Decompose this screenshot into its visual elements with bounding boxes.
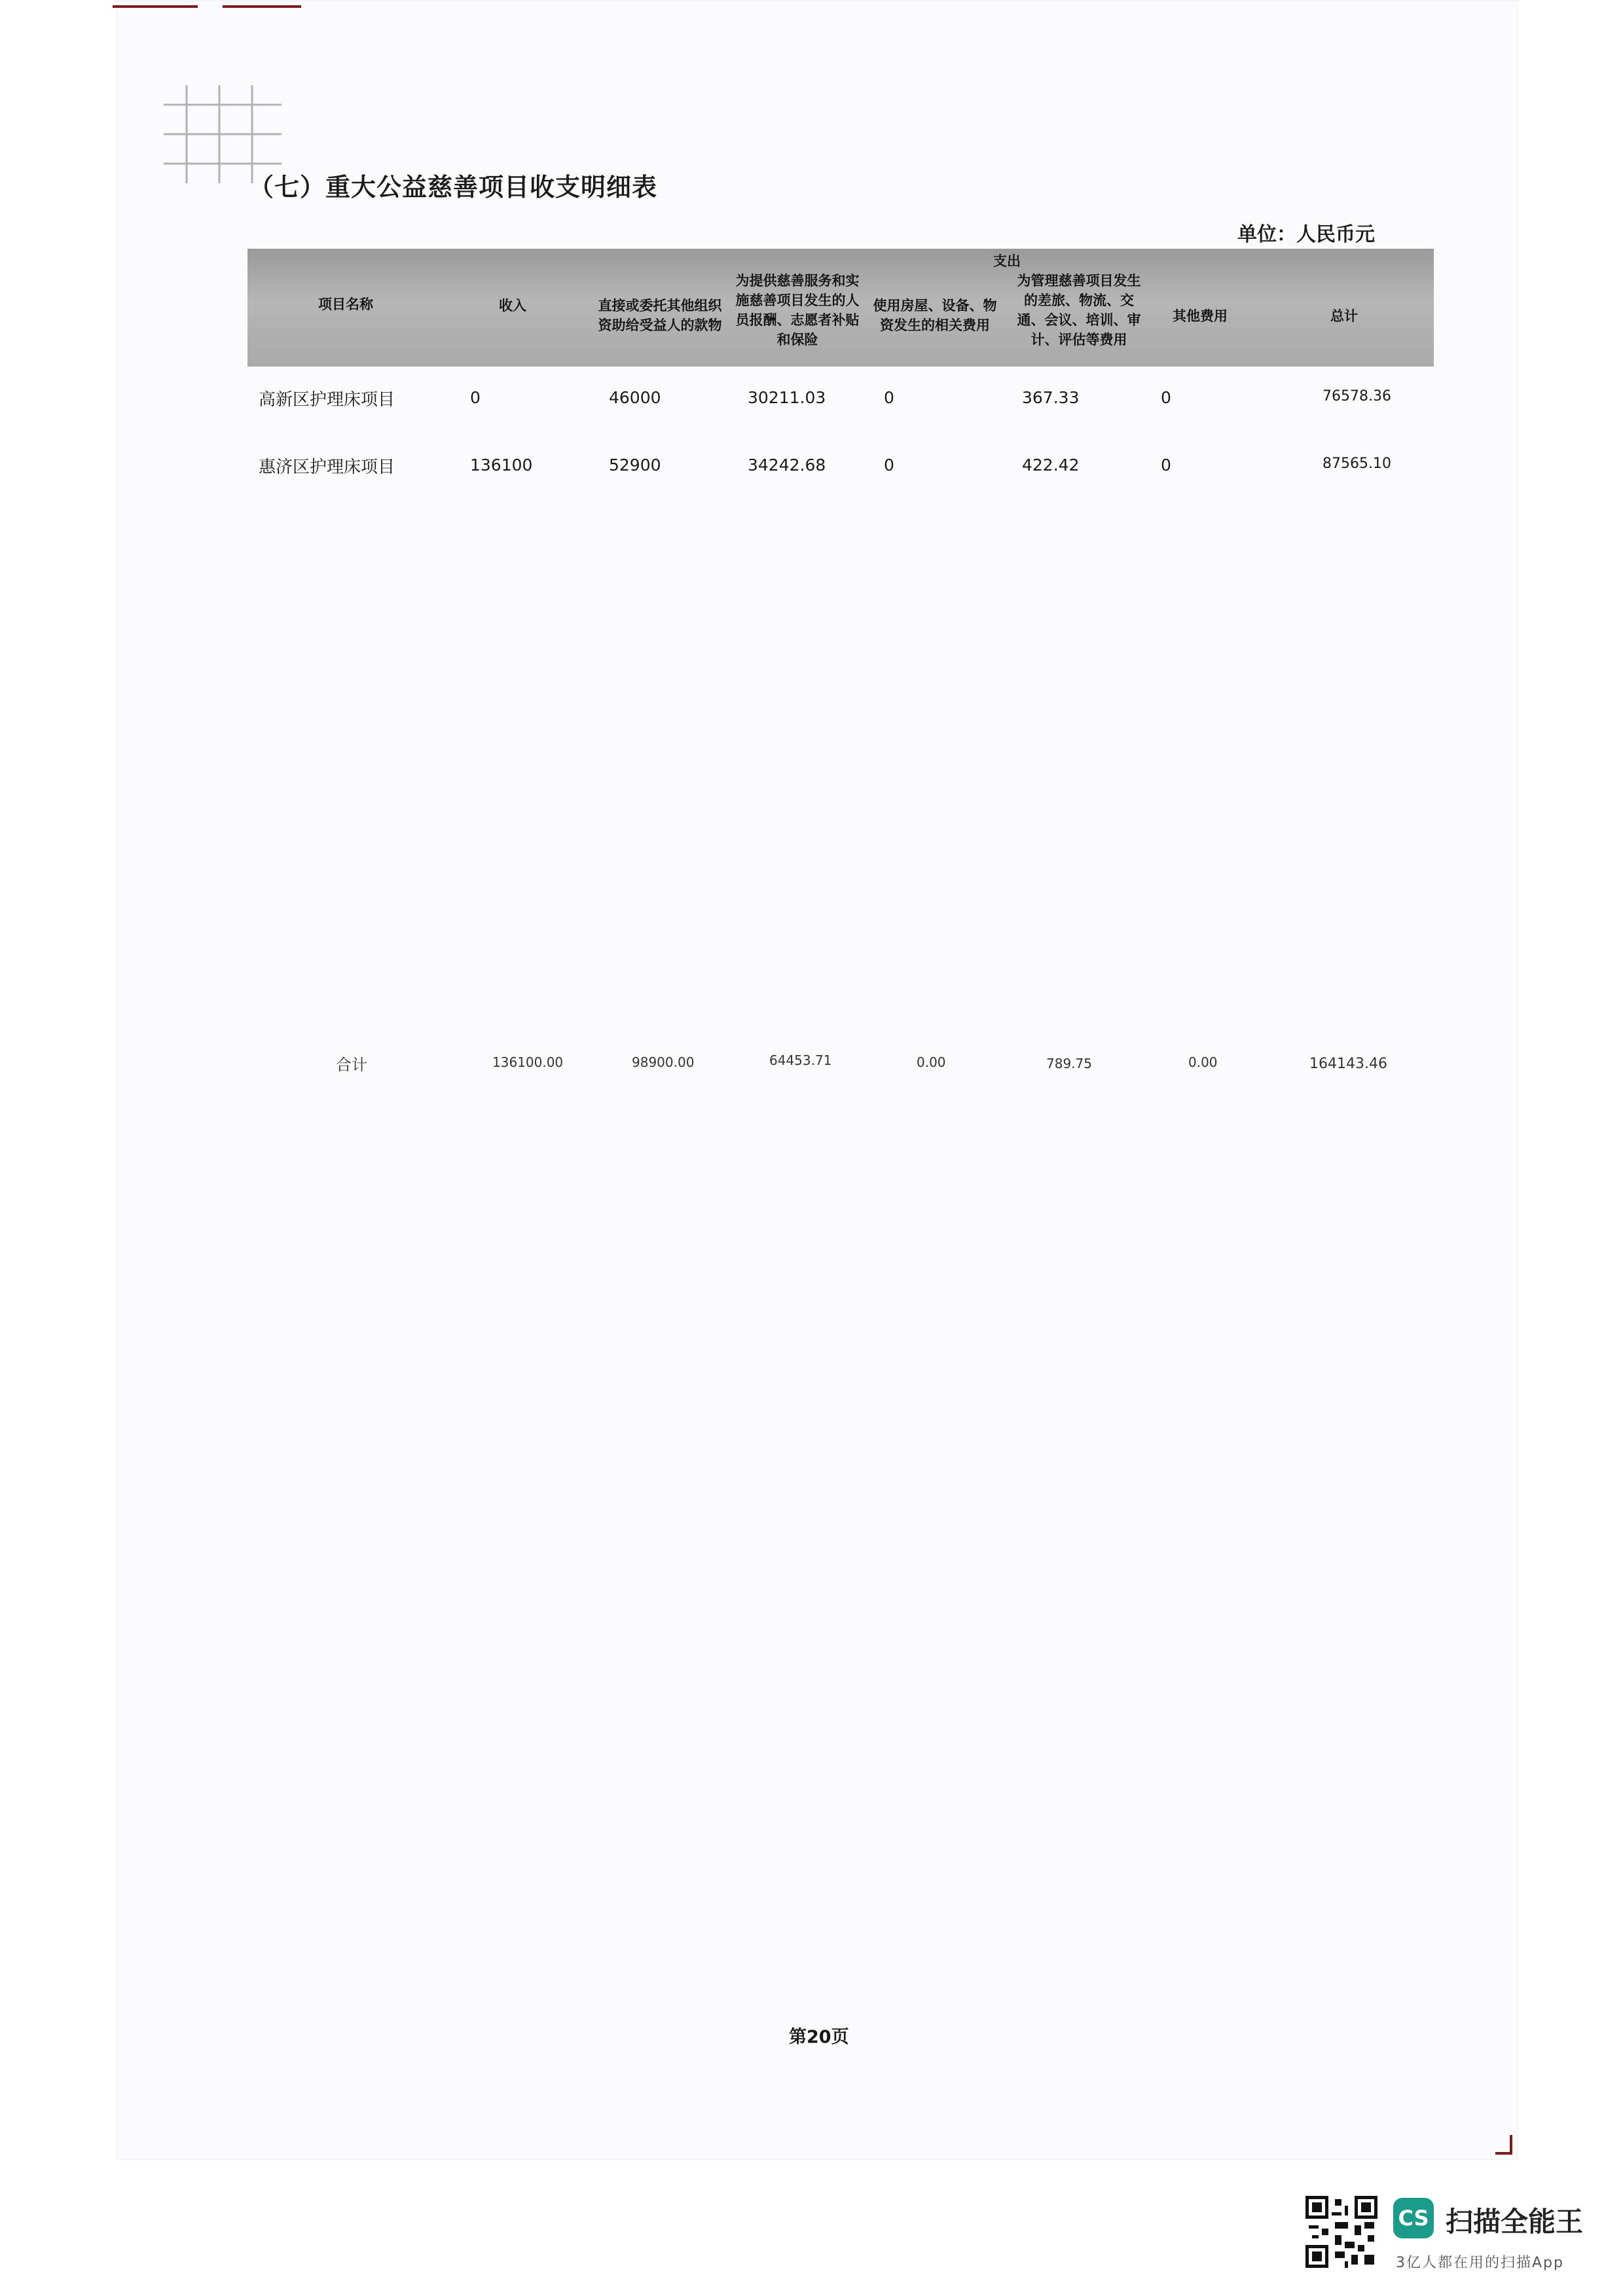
header-expense-group: 支出	[993, 253, 1021, 269]
table-header	[247, 249, 1434, 367]
page-number: 第20页	[789, 2027, 849, 2047]
row-total: 76578.36	[1322, 388, 1391, 404]
row-other: 0	[1161, 456, 1171, 475]
scan-corner-mark	[1495, 2135, 1512, 2155]
qr-code-icon	[1305, 2196, 1377, 2268]
row-project-name: 高新区护理床项目	[259, 390, 395, 410]
row-staff: 30211.03	[748, 388, 826, 407]
header-project-name: 项目名称	[318, 296, 373, 312]
total-management: 789.75	[1046, 1056, 1092, 1071]
total-direct-aid: 98900.00	[632, 1054, 695, 1070]
total-staff: 64453.71	[769, 1052, 832, 1068]
header-total: 总计	[1330, 308, 1358, 324]
header-staff: 为提供慈善服务和实施慈善项目发生的人员报酬、志愿者补贴和保险	[735, 273, 860, 348]
scan-edge-mark	[223, 5, 301, 8]
total-other: 0.00	[1188, 1054, 1218, 1070]
row-other: 0	[1161, 388, 1171, 407]
row-project-name: 惠济区护理床项目	[259, 457, 395, 477]
row-direct-aid: 46000	[609, 388, 661, 407]
header-direct-aid: 直接或委托其他组织资助给受益人的款物	[598, 298, 722, 333]
total-income: 136100.00	[492, 1054, 564, 1070]
row-income: 136100	[470, 456, 533, 475]
header-management: 为管理慈善项目发生的差旅、物流、交通、会议、培训、审计、评估等费用	[1017, 273, 1141, 348]
row-staff: 34242.68	[748, 456, 826, 475]
total-grand: 164143.46	[1309, 1056, 1387, 1072]
row-property: 0	[884, 388, 894, 407]
page-title: （七）重大公益慈善项目收支明细表	[249, 173, 658, 202]
currency-unit: 单位：人民币元	[1237, 223, 1375, 246]
header-property: 使用房屋、设备、物资发生的相关费用	[873, 298, 997, 333]
row-direct-aid: 52900	[609, 456, 661, 475]
row-total: 87565.10	[1322, 456, 1391, 472]
app-brand-name: 扫描全能王	[1446, 2206, 1584, 2238]
camscanner-logo-icon: CS	[1393, 2198, 1434, 2238]
total-label: 合计	[336, 1056, 367, 1074]
app-tagline: 3亿人都在用的扫描App	[1396, 2255, 1564, 2271]
header-income: 收入	[499, 298, 526, 314]
row-property: 0	[884, 456, 894, 475]
total-property: 0.00	[917, 1054, 946, 1070]
row-income: 0	[470, 388, 481, 407]
scan-edge-mark	[113, 5, 198, 8]
header-other: 其他费用	[1173, 308, 1228, 324]
row-management: 422.42	[1022, 456, 1080, 475]
row-management: 367.33	[1022, 388, 1080, 407]
